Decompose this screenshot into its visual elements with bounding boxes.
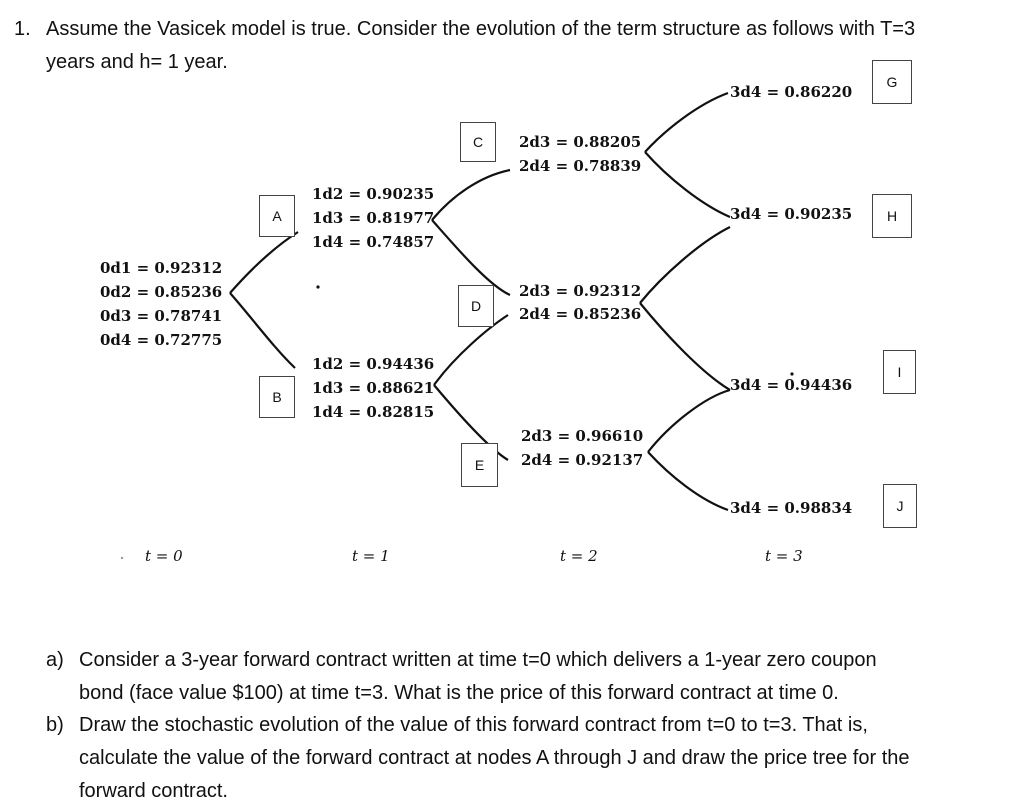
time-label-3: t = 3 [765,547,803,565]
node-label-H: H [872,194,912,238]
node-I-value: 3d4 = 0.94436 [730,376,853,394]
node-B-d3: 1d3 = 0.88621 [312,379,435,397]
node-A-d4: 1d4 = 0.74857 [312,233,435,251]
node-label-C: C [460,122,496,162]
node-C-d4: 2d4 = 0.78839 [519,157,642,175]
node-D-d4: 2d4 = 0.85236 [519,305,642,323]
branch-A-D [432,220,510,295]
node-label-D: D [458,285,494,327]
node-label-G: G [872,60,912,104]
node-C-d3: 2d3 = 0.88205 [519,133,642,151]
node-A-d2: 1d2 = 0.90235 [312,185,435,203]
node-B-d2: 1d2 = 0.94436 [312,355,435,373]
time-label-1: t = 1 [352,547,390,565]
part-b-label: b) [46,714,64,736]
node-0-d1: 0d1 = 0.92312 [100,259,223,277]
question-number: 1. [14,18,31,40]
part-a-line-2: bond (face value $100) at time t=3. What is the price of this forward contract at time 0. [79,682,839,704]
node-B-d4: 1d4 = 0.82815 [312,403,435,421]
time-label-0: t = 0 [145,547,183,565]
node-label-E: E [461,443,498,487]
node-J-value: 3d4 = 0.98834 [730,499,853,517]
node-label-I: I [883,350,916,394]
node-label-B: B [259,376,295,418]
branch-A-C [432,170,510,220]
part-b-line-3: forward contract. [79,780,228,802]
node-0-d4: 0d4 = 0.72775 [100,331,223,349]
branch-D-I [640,303,730,390]
branch-0-A [230,232,298,293]
time-label-2: t = 2 [560,547,598,565]
branch-E-I [648,390,730,452]
part-b-line-1: Draw the stochastic evolution of the value of this forward contract from t=0 to t=3. That is, [79,714,868,736]
node-H-value: 3d4 = 0.90235 [730,205,853,223]
part-a-line-1: Consider a 3-year forward contract written at time t=0 which delivers a 1-year zero coupon [79,649,877,671]
branch-C-G [645,93,728,152]
node-A-d3: 1d3 = 0.81977 [312,209,435,227]
part-a-label: a) [46,649,64,671]
branch-C-H [645,152,730,217]
node-0-d2: 0d2 = 0.85236 [100,283,223,301]
node-G-value: 3d4 = 0.86220 [730,83,853,101]
question-line-2: years and h= 1 year. [46,51,228,73]
node-0-d3: 0d3 = 0.78741 [100,307,223,325]
node-E-d3: 2d3 = 0.96610 [521,427,644,445]
question-line-1: Assume the Vasicek model is true. Consider the evolution of the term structure as follows with T=3 [46,18,916,40]
node-D-d3: 2d3 = 0.92312 [519,282,642,300]
node-label-A: A [259,195,295,237]
branch-E-J [648,452,728,510]
branch-D-H [640,227,730,303]
node-E-d4: 2d4 = 0.92137 [521,451,644,469]
branch-0-B [230,293,295,368]
part-b-line-2: calculate the value of the forward contract at nodes A through J and draw the price tree for the [79,747,910,769]
node-label-J: J [883,484,917,528]
